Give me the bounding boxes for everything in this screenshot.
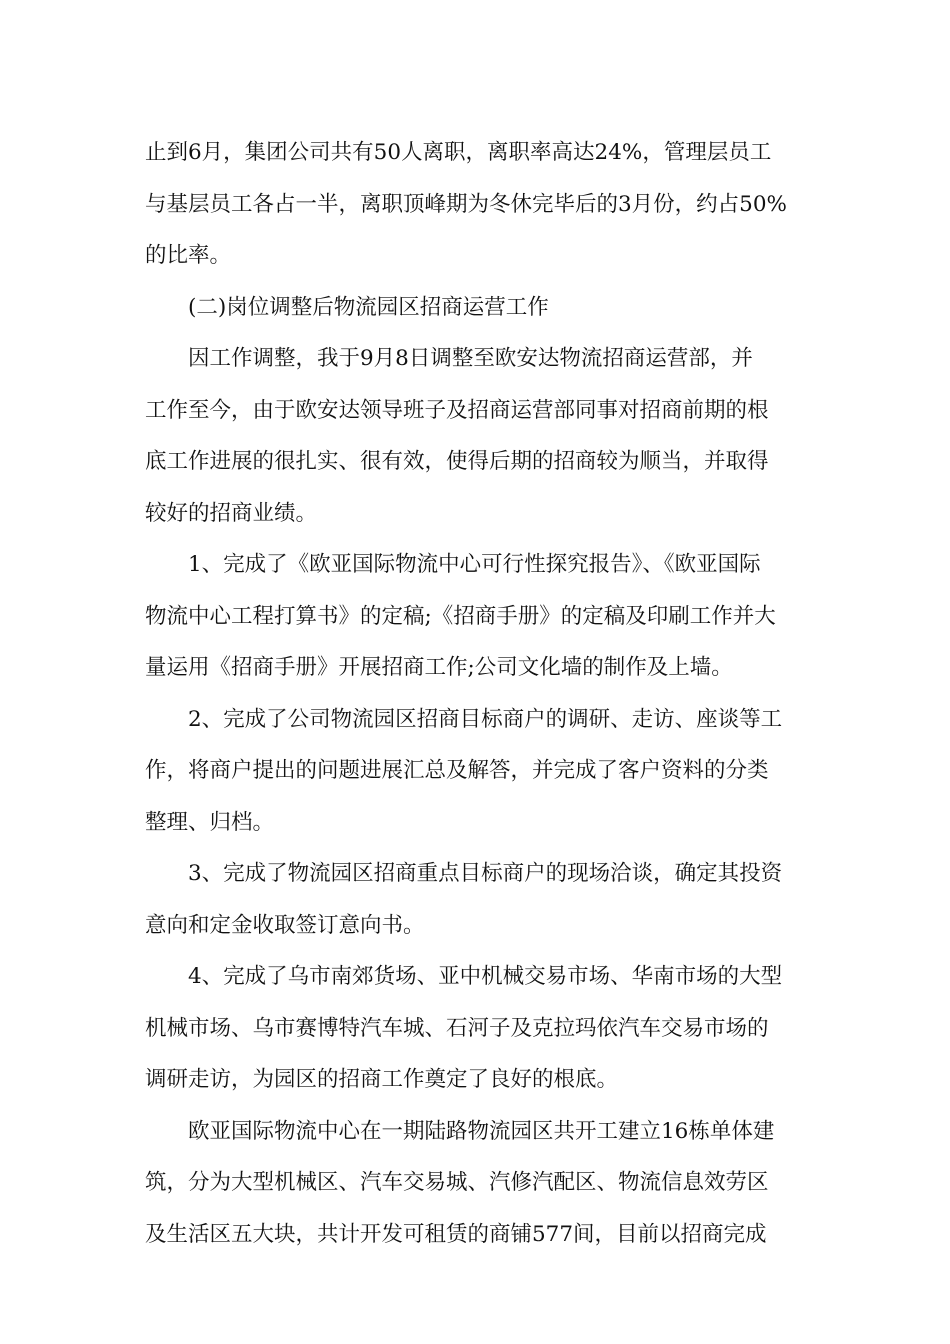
text-line: 调研走访，为园区的招商工作奠定了良好的根底。	[145, 1067, 619, 1092]
text-line: 4、完成了乌市南郊货场、亚中机械交易市场、华南市场的大型	[188, 964, 783, 989]
text-line: 整理、归档。	[145, 809, 275, 835]
text-line: 欧亚国际物流中心在一期陆路物流园区共开工建立16栋单体建	[188, 1118, 775, 1144]
text-line: 的比率。	[145, 243, 232, 268]
text-line: 工作至今，由于欧安达领导班子及招商运营部同事对招商前期的根	[145, 397, 769, 423]
text-line: 较好的招商业绩。	[145, 500, 318, 526]
text-line: 因工作调整，我于9月8日调整至欧安达物流招商运营部，并	[188, 346, 753, 371]
text-line: 物流中心工程打算书》的定稿;《招商手册》的定稿及印刷工作并大	[145, 603, 776, 629]
text-line: 意向和定金收取签订意向书。	[145, 912, 425, 938]
text-line: 作，将商户提出的问题进展汇总及解答，并完成了客户资料的分类	[145, 758, 769, 783]
text-line: 底工作进展的很扎实、很有效，使得后期的招商较为顺当，并取得	[145, 449, 769, 474]
document-body	[145, 127, 805, 1260]
text-line: 1、完成了《欧亚国际物流中心可行性探究报告》、《欧亚国际	[188, 552, 761, 577]
text-line: 与基层员工各占一半，离职顶峰期为冬休完毕后的3月份，约占50%	[145, 191, 787, 217]
text-line: 筑，分为大型机械区、汽车交易城、汽修汽配区、物流信息效劳区	[145, 1170, 769, 1195]
text-line: 及生活区五大块，共计开发可租赁的商铺577间，目前以招商完成	[145, 1221, 767, 1247]
text-line: 量运用《招商手册》开展招商工作;公司文化墙的制作及上墙。	[145, 655, 733, 680]
text-line: 3、完成了物流园区招商重点目标商户的现场洽谈，确定其投资	[188, 861, 783, 886]
text-line: (二)岗位调整后物流园区招商运营工作	[188, 294, 549, 320]
text-line: 机械市场、乌市赛博特汽车城、石河子及克拉玛依汽车交易市场的	[145, 1015, 769, 1041]
text-line: 2、完成了公司物流园区招商目标商户的调研、走访、座谈等工	[188, 706, 783, 732]
text-line: 止到6月，集团公司共有50人离职，离职率高达24%，管理层员工	[145, 140, 772, 165]
